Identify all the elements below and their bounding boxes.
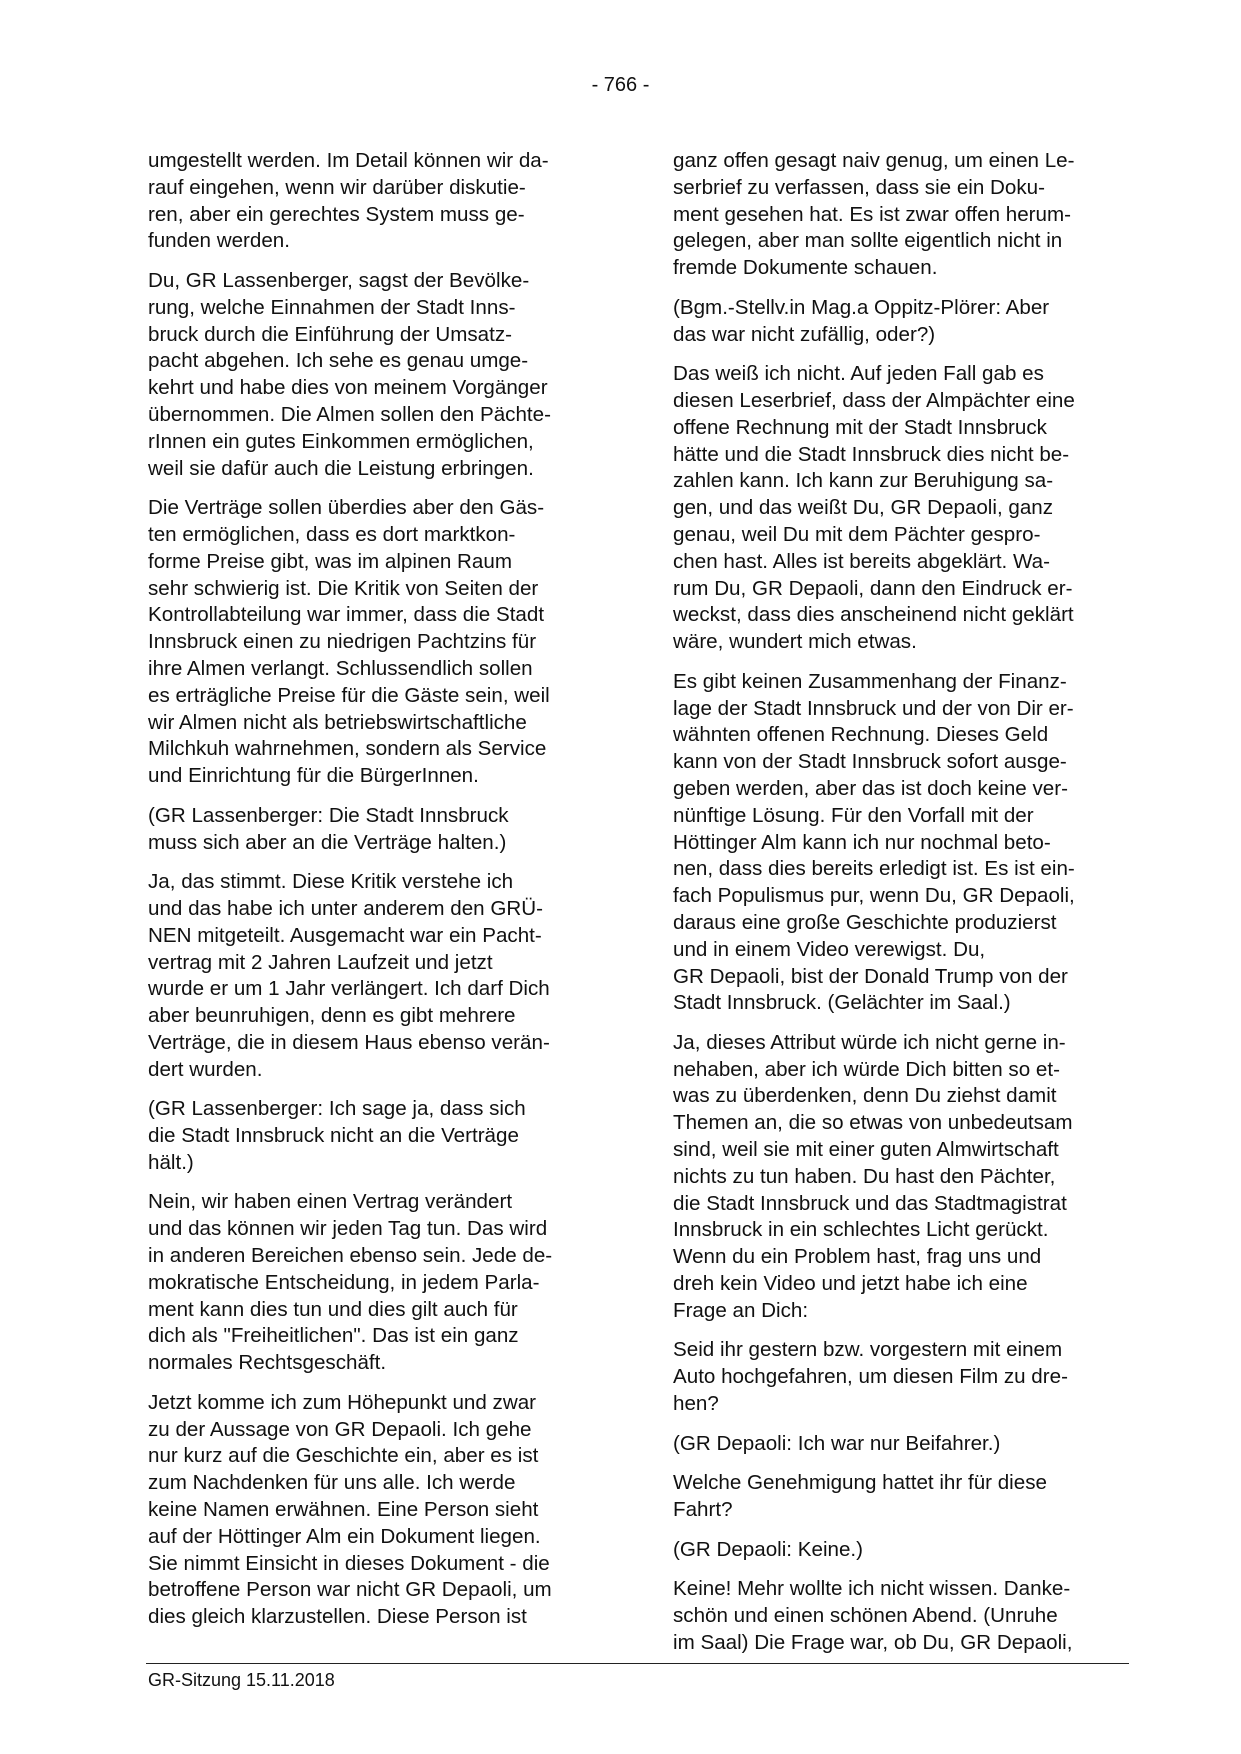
- text-line: Innsbruck in ein schlechtes Licht gerückt.: [673, 1218, 1049, 1242]
- text-line: in anderen Bereichen ebenso sein. Jede de-: [148, 1244, 553, 1268]
- text-line: Ja, das stimmt. Diese Kritik verstehe ich: [148, 870, 514, 894]
- text-line: gen, und das weißt Du, GR Depaoli, ganz: [673, 496, 1054, 520]
- text-line: dies gleich klarzustellen. Diese Person ist: [148, 1605, 527, 1629]
- paragraph: [673, 1470, 1129, 1524]
- text-line: und das habe ich unter anderem den GRÜ-: [148, 896, 543, 920]
- text-line: sehr schwierig ist. Die Kritik von Seiten der: [148, 576, 539, 600]
- text-line: dreh kein Video und jetzt habe ich eine: [673, 1272, 1028, 1296]
- text-line: GR Depaoli, bist der Donald Trump von der: [673, 964, 1068, 988]
- text-line: pacht abgehen. Ich sehe es genau umge-: [148, 349, 529, 373]
- text-line: Innsbruck einen zu niedrigen Pachtzins für: [148, 630, 537, 654]
- paragraph: [148, 1189, 603, 1377]
- text-line: Wenn du ein Problem hast, frag uns und: [673, 1245, 1042, 1269]
- paragraph: [673, 1337, 1129, 1417]
- text-line: die Stadt Innsbruck und das Stadtmagistrat: [673, 1191, 1067, 1215]
- text-line: serbrief zu verfassen, dass sie ein Doku-: [673, 175, 1045, 199]
- paragraph: [148, 1390, 603, 1631]
- text-line: funden werden.: [148, 229, 290, 253]
- text-line: muss sich aber an die Verträge halten.): [148, 830, 507, 854]
- text-line: Die Verträge sollen überdies aber den Gäs-: [148, 496, 545, 520]
- text-line: umgestellt werden. Im Detail können wir da-: [148, 149, 549, 172]
- text-line: offene Rechnung mit der Stadt Innsbruck: [673, 415, 1047, 439]
- text-line: (Bgm.-Stellv.in Mag.a Oppitz-Plörer: Aber: [673, 295, 1050, 319]
- text-line: rInnen ein gutes Einkommen ermöglichen,: [148, 429, 534, 453]
- text-line: rung, welche Einnahmen der Stadt Inns-: [148, 295, 516, 319]
- left-text-column: [148, 148, 603, 1644]
- text-line: wäre, wundert mich etwas.: [673, 630, 917, 654]
- text-line: (GR Lassenberger: Ich sage ja, dass sich: [148, 1097, 526, 1121]
- text-line: bruck durch die Einführung der Umsatz-: [148, 322, 512, 346]
- text-line: keine Namen erwähnen. Eine Person sieht: [148, 1498, 539, 1522]
- text-line: forme Preise gibt, was im alpinen Raum: [148, 549, 512, 573]
- text-line: Es gibt keinen Zusammenhang der Finanz-: [673, 669, 1067, 693]
- text-line: gelegen, aber man sollte eigentlich nicht in: [673, 229, 1063, 253]
- paragraph: [673, 361, 1129, 656]
- text-line: was zu überdenken, denn Du ziehst damit: [673, 1084, 1057, 1108]
- text-line: Kontrollabteilung war immer, dass die Stadt: [148, 603, 545, 627]
- text-line: ment kann dies tun und dies gilt auch für: [148, 1297, 518, 1321]
- text-line: und in einem Video verewigst. Du,: [673, 937, 986, 961]
- text-line: ten ermöglichen, dass es dort marktkon-: [148, 522, 516, 546]
- text-line: Auto hochgefahren, um diesen Film zu dre-: [673, 1365, 1068, 1389]
- text-line: ren, aber ein gerechtes System muss ge-: [148, 202, 525, 226]
- paragraph: [148, 803, 603, 857]
- footer-session-date: GR-Sitzung 15.11.2018: [148, 1670, 335, 1690]
- text-line: nur kurz auf die Geschichte ein, aber es ist: [148, 1444, 539, 1468]
- paragraph: [673, 1537, 1129, 1564]
- text-line: Welche Genehmigung hattet ihr für diese: [673, 1471, 1047, 1495]
- text-line: nehaben, aber ich würde Dich bitten so et-: [673, 1057, 1060, 1081]
- text-line: (GR Lassenberger: Die Stadt Innsbruck: [148, 803, 509, 827]
- text-line: kann von der Stadt Innsbruck sofort ausge-: [673, 750, 1067, 774]
- text-line: dich als "Freiheitlichen". Das ist ein ganz: [148, 1324, 519, 1348]
- paragraph: [148, 1096, 603, 1176]
- text-line: zahlen kann. Ich kann zur Beruhigung sa-: [673, 469, 1054, 493]
- text-line: genau, weil Du mit dem Pächter gespro-: [673, 522, 1041, 546]
- text-line: rauf eingehen, wenn wir darüber diskutie-: [148, 175, 526, 199]
- text-line: Keine! Mehr wollte ich nicht wissen. Danke-: [673, 1577, 1071, 1601]
- paragraph: [148, 268, 603, 482]
- text-line: nen, dass dies bereits erledigt ist. Es ist ein-: [673, 857, 1075, 881]
- text-line: (GR Depaoli: Ich war nur Beifahrer.): [673, 1431, 1001, 1455]
- footer-divider: [146, 1663, 1129, 1664]
- text-line: es erträgliche Preise für die Gäste sein, weil: [148, 683, 550, 707]
- paragraph: [673, 1431, 1129, 1458]
- text-line: Milchkuh wahrnehmen, sondern als Service: [148, 737, 547, 761]
- text-line: hätte und die Stadt Innsbruck dies nicht be-: [673, 442, 1070, 466]
- text-line: Höttinger Alm kann ich nur nochmal beto-: [673, 830, 1051, 854]
- text-line: zu der Aussage von GR Depaoli. Ich gehe: [148, 1417, 532, 1441]
- right-text-column: [673, 148, 1129, 1669]
- text-line: fremde Dokumente schauen.: [673, 256, 938, 280]
- text-line: Fahrt?: [673, 1498, 733, 1522]
- text-line: vertrag mit 2 Jahren Laufzeit und jetzt: [148, 950, 493, 974]
- text-line: nichts zu tun haben. Du hast den Pächter,: [673, 1164, 1056, 1188]
- text-line: geben werden, aber das ist doch keine ver-: [673, 776, 1068, 800]
- text-line: dert wurden.: [148, 1057, 263, 1081]
- text-line: die Stadt Innsbruck nicht an die Verträge: [148, 1124, 519, 1148]
- text-line: lage der Stadt Innsbruck und der von Dir er-: [673, 696, 1074, 720]
- page-number: - 766 -: [591, 74, 650, 96]
- text-line: und Einrichtung für die BürgerInnen.: [148, 764, 479, 788]
- text-line: Verträge, die in diesem Haus ebenso verän-: [148, 1030, 550, 1054]
- text-line: normales Rechtsgeschäft.: [148, 1351, 387, 1375]
- text-line: kehrt und habe dies von meinem Vorgänger: [148, 376, 548, 400]
- text-line: und das können wir jeden Tag tun. Das wird: [148, 1217, 548, 1241]
- text-line: Jetzt komme ich zum Höhepunkt und zwar: [148, 1390, 537, 1414]
- text-line: NEN mitgeteilt. Ausgemacht war ein Pacht-: [148, 923, 542, 947]
- text-line: weckst, dass dies anscheinend nicht geklärt: [673, 603, 1074, 627]
- text-line: rum Du, GR Depaoli, dann den Eindruck er-: [673, 576, 1073, 600]
- paragraph: [673, 295, 1129, 349]
- paragraph: [673, 1030, 1129, 1325]
- paragraph: [148, 148, 603, 255]
- text-line: Seid ihr gestern bzw. vorgestern mit einem: [673, 1338, 1063, 1362]
- text-line: fach Populismus pur, wenn Du, GR Depaoli,: [673, 884, 1075, 908]
- text-line: diesen Leserbrief, dass der Almpächter eine: [673, 388, 1075, 412]
- text-line: ihre Almen verlangt. Schlussendlich sollen: [148, 656, 533, 680]
- text-line: Stadt Innsbruck. (Gelächter im Saal.): [673, 991, 1011, 1015]
- text-line: übernommen. Die Almen sollen den Pächte-: [148, 402, 551, 426]
- paragraph: [673, 669, 1129, 1017]
- text-line: im Saal) Die Frage war, ob Du, GR Depaoli,: [673, 1630, 1073, 1654]
- text-line: chen hast. Alles ist bereits abgeklärt. Wa-: [673, 549, 1050, 573]
- text-line: das war nicht zufällig, oder?): [673, 322, 936, 346]
- text-line: schön und einen schönen Abend. (Unruhe: [673, 1604, 1058, 1628]
- text-line: mokratische Entscheidung, in jedem Parla-: [148, 1270, 540, 1294]
- text-line: Du, GR Lassenberger, sagst der Bevölke-: [148, 268, 530, 292]
- text-line: Themen an, die so etwas von unbedeutsam: [673, 1111, 1073, 1135]
- paragraph: [673, 1576, 1129, 1656]
- text-line: ganz offen gesagt naiv genug, um einen Le-: [673, 149, 1075, 172]
- text-line: zum Nachdenken für uns alle. Ich werde: [148, 1471, 516, 1495]
- paragraph: [148, 495, 603, 790]
- paragraph: [673, 148, 1129, 282]
- text-line: Ja, dieses Attribut würde ich nicht gerne in-: [673, 1030, 1066, 1054]
- text-line: Sie nimmt Einsicht in dieses Dokument - die: [148, 1551, 550, 1575]
- text-line: wir Almen nicht als betriebswirtschaftliche: [148, 710, 527, 734]
- text-line: Das weiß ich nicht. Auf jeden Fall gab es: [673, 362, 1044, 386]
- text-line: Nein, wir haben einen Vertrag verändert: [148, 1190, 513, 1214]
- text-line: sind, weil sie mit einer guten Almwirtschaft: [673, 1138, 1059, 1162]
- text-line: hält.): [148, 1150, 194, 1174]
- text-line: hen?: [673, 1392, 719, 1416]
- text-line: auf der Höttinger Alm ein Dokument liegen.: [148, 1524, 541, 1548]
- text-line: daraus eine große Geschichte produzierst: [673, 910, 1057, 934]
- text-line: Frage an Dich:: [673, 1298, 809, 1322]
- text-line: (GR Depaoli: Keine.): [673, 1537, 863, 1561]
- text-line: nünftige Lösung. Für den Vorfall mit der: [673, 803, 1034, 827]
- text-line: betroffene Person war nicht GR Depaoli, um: [148, 1578, 552, 1602]
- text-line: aber beunruhigen, denn es gibt mehrere: [148, 1004, 516, 1028]
- text-line: wurde er um 1 Jahr verlängert. Ich darf Dich: [148, 977, 550, 1001]
- text-line: wähnten offenen Rechnung. Dieses Geld: [673, 723, 1049, 747]
- paragraph: [148, 869, 603, 1083]
- text-line: ment gesehen hat. Es ist zwar offen herum-: [673, 202, 1071, 226]
- text-line: weil sie dafür auch die Leistung erbringen.: [148, 456, 534, 480]
